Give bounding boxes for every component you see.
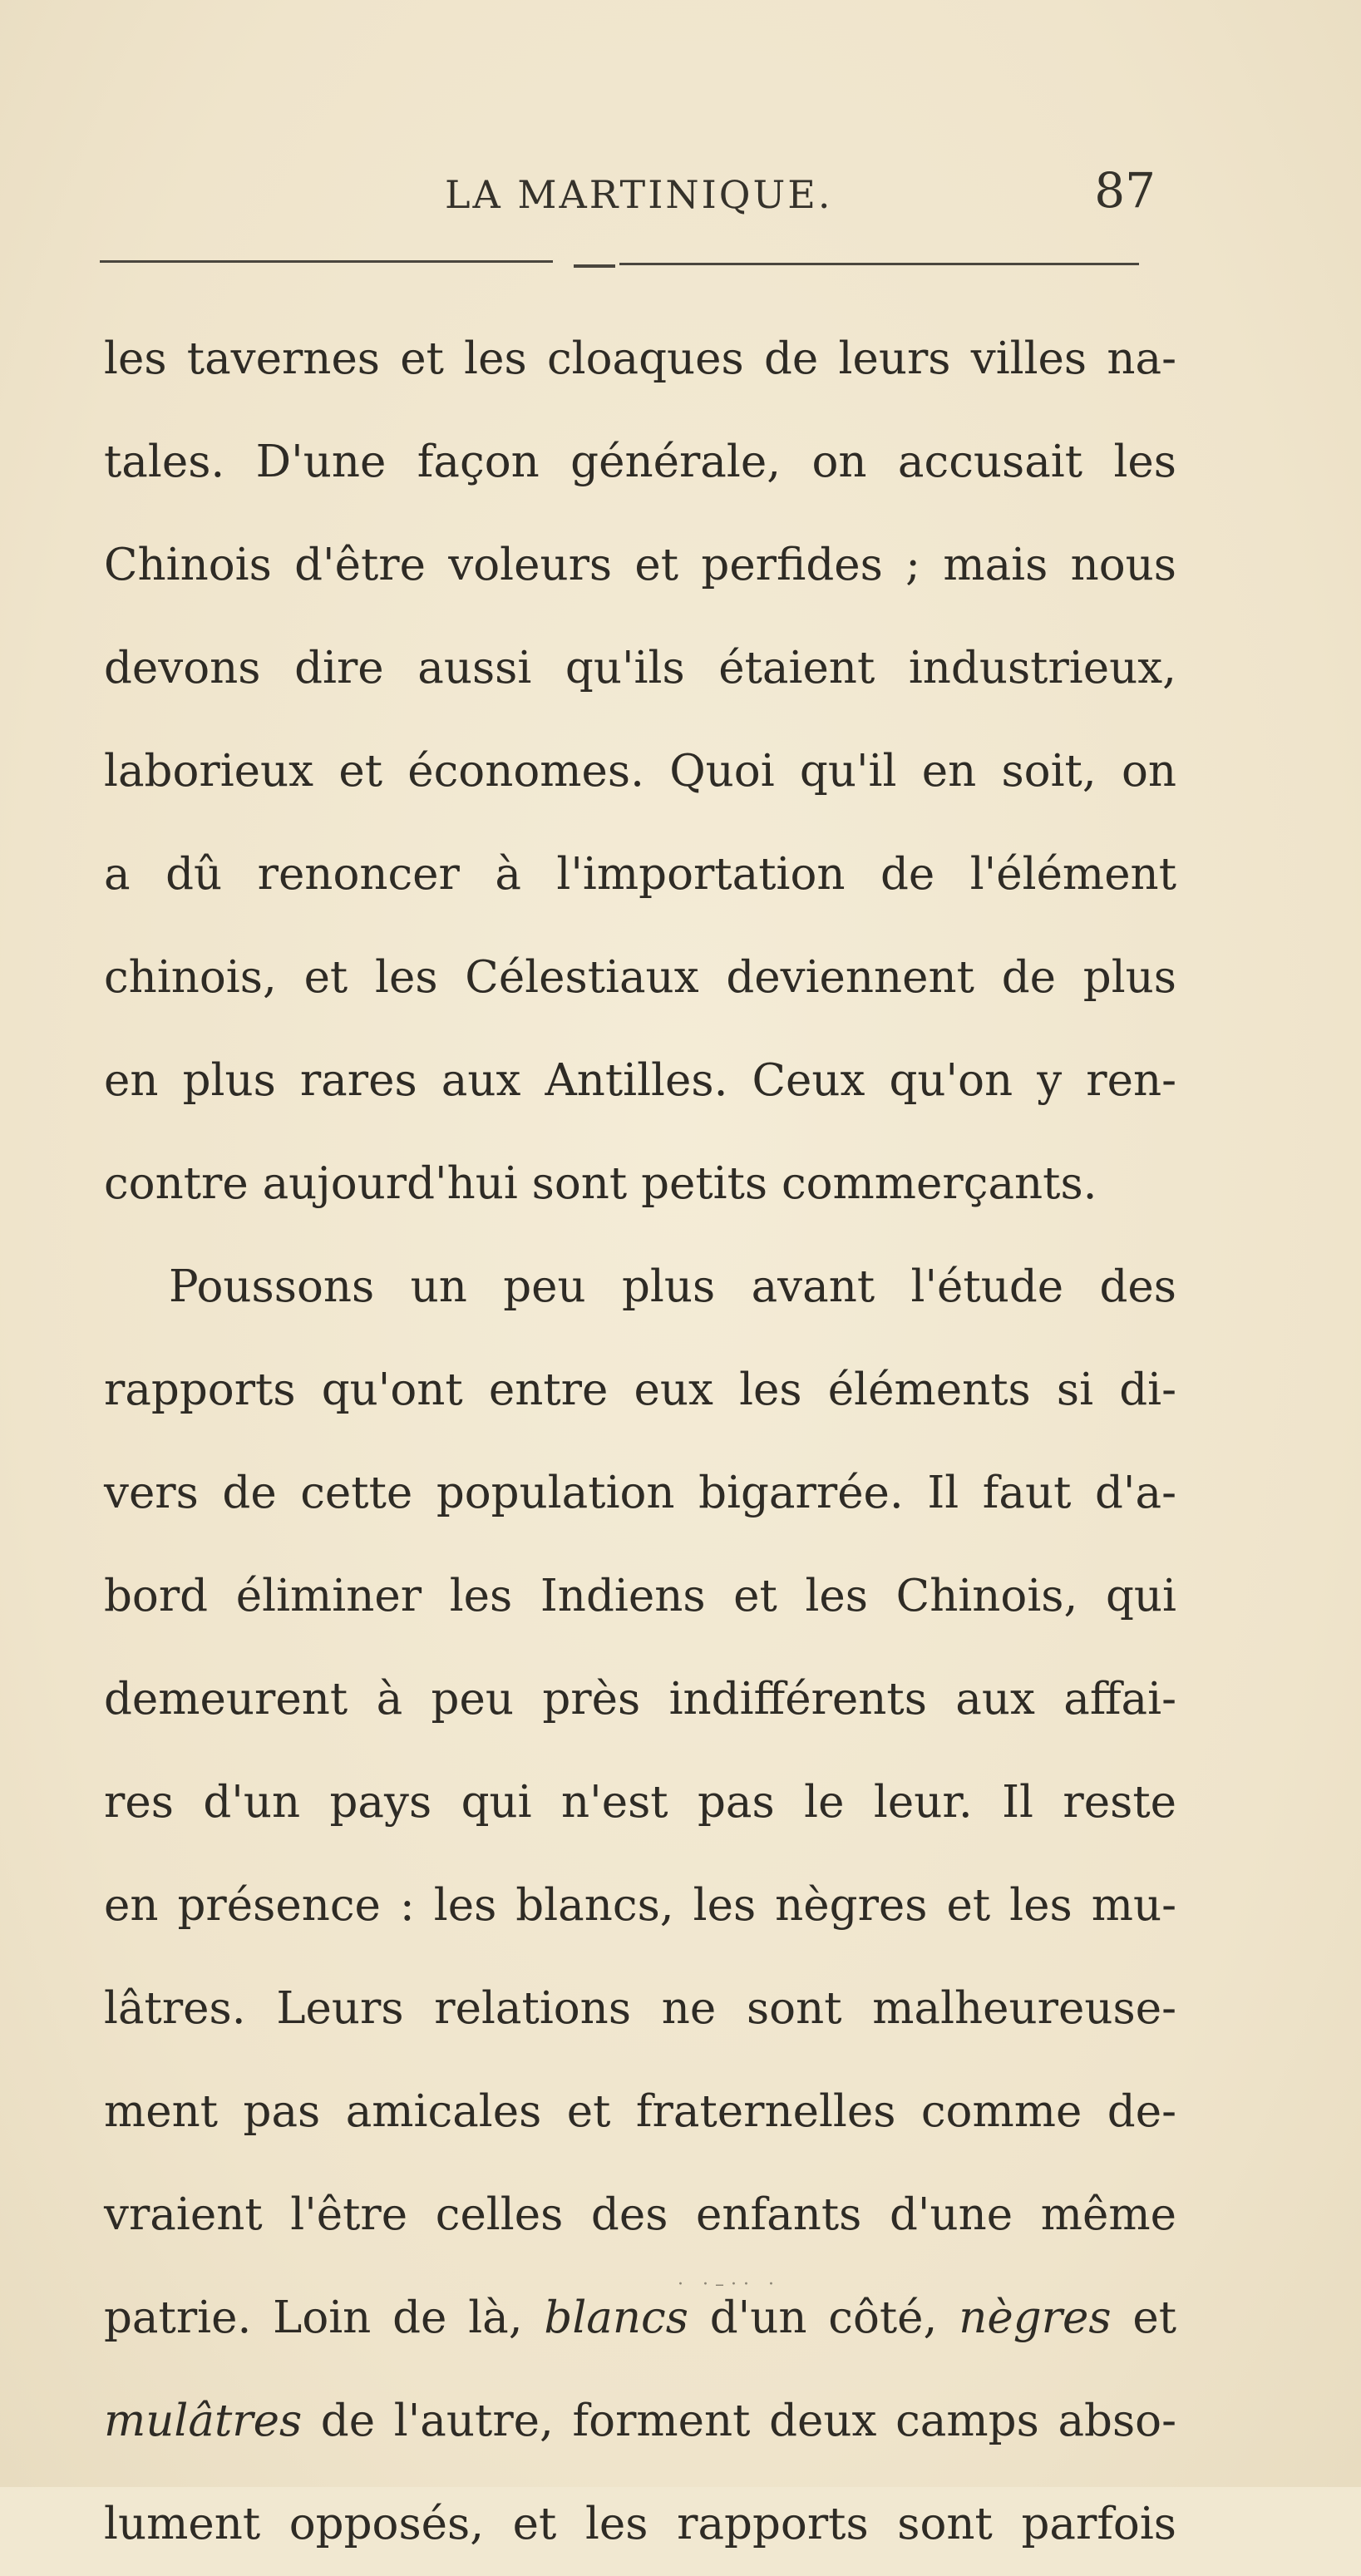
text-line: res d'un pays qui n'est pas le leur. Il reste (104, 1777, 1176, 1828)
text-line: lument opposés, et les rapports sont parfois (104, 2499, 1176, 2549)
text-segment: patrie. Loin de là, (104, 2292, 545, 2343)
paragraph-end-line: contre aujourd'hui sont petits commerçants. (104, 1158, 1097, 1209)
italic-term: blancs (544, 2292, 688, 2343)
header-rule (619, 263, 1139, 265)
text-line: vers de cette population bigarrée. Il faut d'a- (104, 1468, 1176, 1518)
text-segment: de l'autre, forment deux camps abso- (302, 2396, 1176, 2446)
text-segment: et (1111, 2292, 1176, 2343)
page-header (100, 162, 1156, 229)
text-line-with-italics (104, 2370, 1176, 2473)
text-line: bord éliminer les Indiens et les Chinois, qui (104, 1571, 1176, 1621)
text-line: devons dire aussi qu'ils étaient industrieux, (104, 643, 1176, 693)
text-line: en plus rares aux Antilles. Ceux qu'on y ren- (104, 1055, 1176, 1106)
text-line: lâtres. Leurs relations ne sont malheureuse- (104, 1983, 1176, 2034)
text-line: tales. D'une façon générale, on accusait les (104, 437, 1176, 487)
text-line: vraient l'être celles des enfants d'une même (104, 2189, 1176, 2240)
text-line: les tavernes et les cloaques de leurs villes na- (104, 333, 1176, 384)
italic-term: nègres (959, 2292, 1112, 2343)
italic-term: mulâtres (104, 2396, 303, 2446)
page-number: 87 (1094, 162, 1156, 219)
paragraph-start-line: Poussons un peu plus avant l'étude des (169, 1261, 1176, 1312)
text-line: demeurent à peu près indifférents aux affai- (104, 1674, 1176, 1725)
text-line-with-italics (104, 2267, 1176, 2370)
running-title: LA MARTINIQUE. (445, 172, 833, 217)
print-speck: · ·–·· · (678, 2274, 781, 2295)
text-line: a dû renoncer à l'importation de l'élément (104, 849, 1176, 900)
text-line: chinois, et les Célestiaux deviennent de plus (104, 952, 1176, 1003)
text-line: en présence : les blancs, les nègres et les mu- (104, 1880, 1176, 1931)
text-segment: d'un côté, (688, 2292, 959, 2343)
text-line: ment pas amicales et fraternelles comme de- (104, 2086, 1176, 2137)
header-rule (100, 260, 553, 263)
text-line: rapports qu'ont entre eux les éléments si di- (104, 1364, 1176, 1415)
text-line: Chinois d'être voleurs et perfides ; mais nous (104, 540, 1176, 590)
text-line: laborieux et économes. Quoi qu'il en soit, on (104, 746, 1176, 797)
body-text (104, 308, 1176, 2576)
header-rule-fragment (574, 264, 615, 268)
